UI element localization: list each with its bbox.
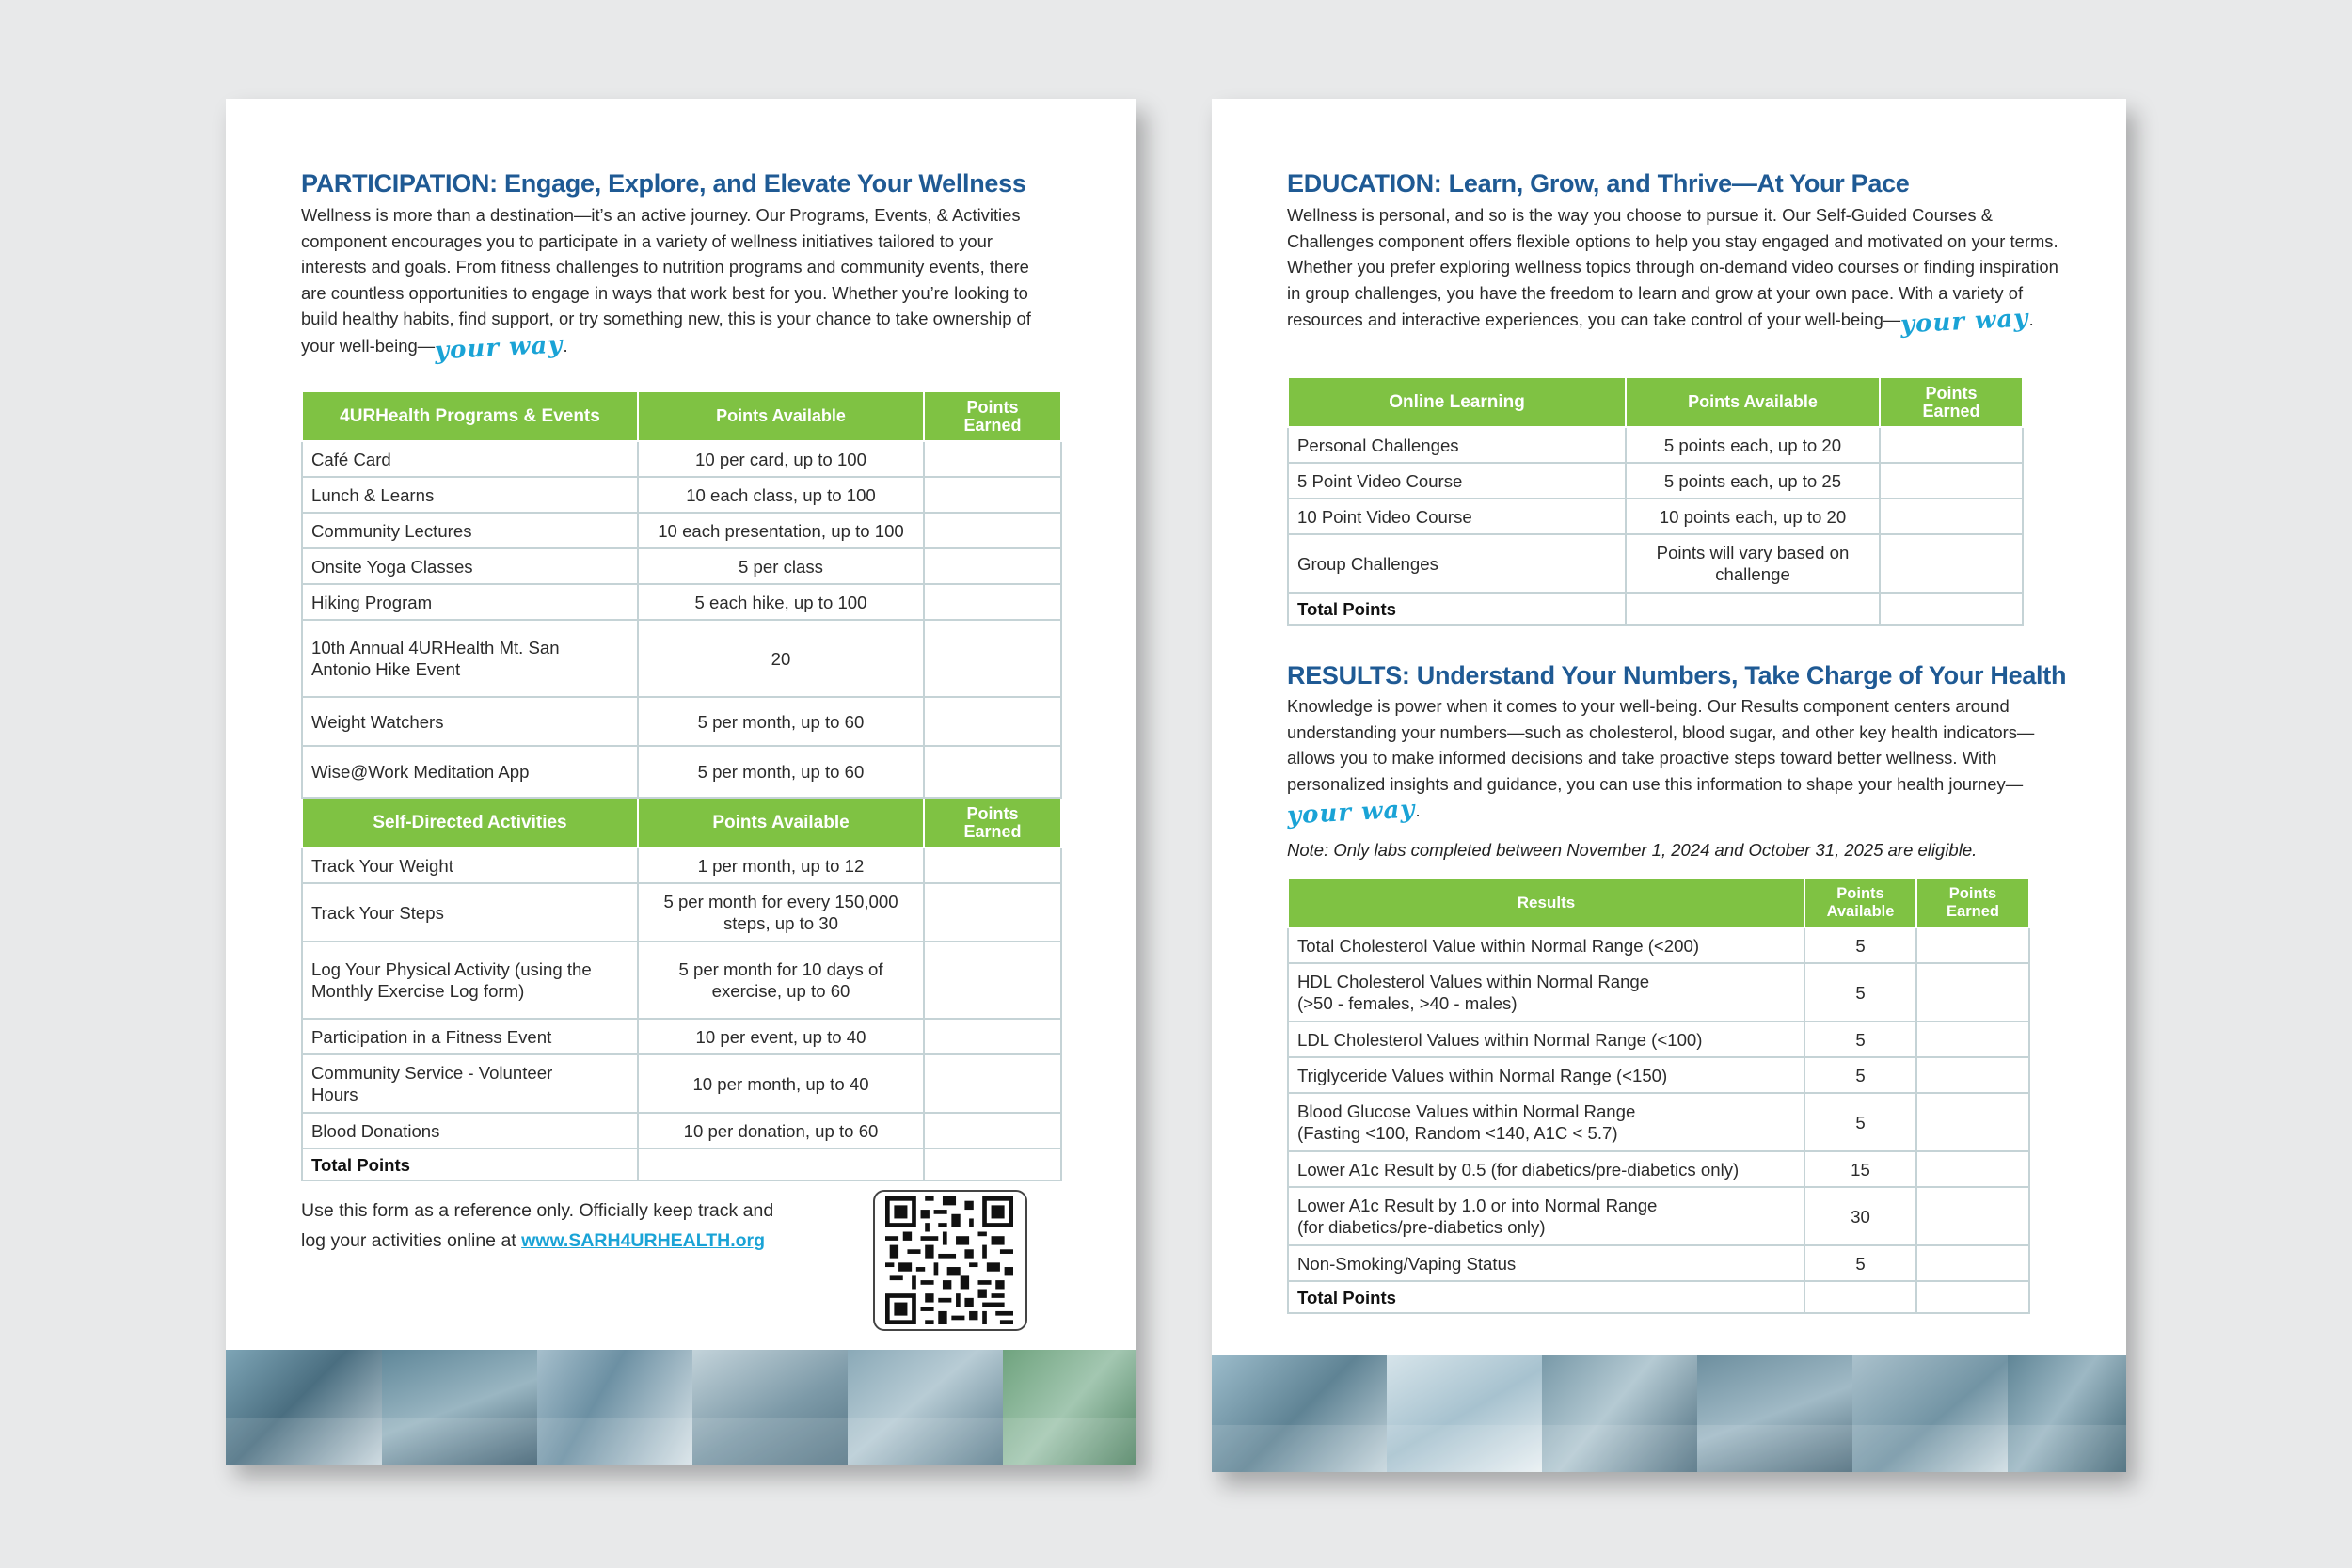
photo-vaccination [537,1350,692,1465]
website-link[interactable]: www.SARH4URHEALTH.org [521,1230,766,1251]
col-header-points-earned: Points Earned [924,391,1061,441]
col-header-results: Results [1288,879,1804,927]
table-row [302,548,1061,584]
total-available-cell [638,1148,924,1180]
points-cell: 5 [1804,963,1916,1022]
results-eligibility-note: Note: Only labs completed between November 1, 2024 and October 31, 2025 are eligible. [1287,840,1978,860]
points-cell: 10 each class, up to 100 [638,477,924,513]
total-row [1288,593,2023,625]
education-intro: Wellness is personal, and so is the way you choose to pursue it. Our Self-Guided Courses & Challenges component offers flexible options to help you stay engaged and motivated on your terms. Whether you prefer exploring wellness topics through on-demand video courses or finding inspiration in group challenges, you have the freedom to learn and grow at your own pace. With a variety of resources and interactive experiences, you can take control of your well-being—your way. [1287,205,2058,340]
points-cell: 20 [638,620,924,697]
photo-sunlight-stretch [1387,1355,1542,1472]
table-row [302,584,1061,620]
photo-gym-treadmill [382,1350,537,1465]
table-row [302,746,1061,798]
total-earned-cell[interactable] [924,1148,1061,1180]
activity-cell: Total Cholesterol Value within Normal Range (<200) [1288,927,1804,963]
earned-cell[interactable] [1916,1022,2029,1057]
earned-cell[interactable] [924,1113,1061,1148]
col-header-programs: 4URHealth Programs & Events [302,391,638,441]
col-header-points-available: Points Available [1804,879,1916,927]
table-row [1288,1151,2029,1187]
table-row [1288,963,2029,1022]
activity-cell: Personal Challenges [1288,427,1626,463]
points-cell: 15 [1804,1151,1916,1187]
earned-cell[interactable] [1916,1151,2029,1187]
table-row [302,697,1061,746]
table-row [302,620,1061,697]
total-available-cell [1804,1281,1916,1313]
col-header-online-learning: Online Learning [1288,377,1626,427]
your-way-script: your way [434,329,564,366]
table-row [1288,927,2029,963]
total-label: Total Points [1288,593,1626,625]
activity-cell: Weight Watchers [302,697,638,746]
earned-cell[interactable] [924,1054,1061,1113]
results-table [1287,878,2030,1314]
points-cell: 1 per month, up to 12 [638,847,924,883]
table-row [1288,1093,2029,1151]
total-available-cell [1626,593,1880,625]
activity-cell: Track Your Steps [302,883,638,942]
activity-cell: 10th Annual 4URHealth Mt. San Antonio Hike Event [302,620,638,697]
points-cell: 5 [1804,1093,1916,1151]
points-cell: 5 points each, up to 20 [1626,427,1880,463]
points-cell: 5 [1804,1022,1916,1057]
reference-note: Use this form as a reference only. Officially keep track and log your activities online at www.SARH4URHEALTH.org [301,1200,774,1251]
activity-cell: Blood Donations [302,1113,638,1148]
points-cell: 5 [1804,1057,1916,1093]
points-cell: 5 per month for every 150,000 steps, up to 30 [638,883,924,942]
earned-cell[interactable] [924,620,1061,697]
points-cell: 5 each hike, up to 100 [638,584,924,620]
points-cell: 5 [1804,1245,1916,1281]
total-earned-cell[interactable] [1880,593,2023,625]
points-cell: 5 per month, up to 60 [638,746,924,798]
activity-cell: Group Challenges [1288,534,1626,593]
activity-cell: Non-Smoking/Vaping Status [1288,1245,1804,1281]
qr-code-icon[interactable] [873,1190,1027,1331]
table-row [302,883,1061,942]
points-cell: 10 per event, up to 40 [638,1019,924,1054]
table-row [302,1019,1061,1054]
online-learning-table [1287,376,2024,626]
col-header-points-earned: Points Earned [1916,879,2029,927]
activity-cell: Café Card [302,441,638,477]
education-heading: EDUCATION: Learn, Grow, and Thrive—At Your Pace [1287,169,1910,198]
programs-events-table [301,390,1062,1181]
points-cell: 10 per card, up to 100 [638,441,924,477]
table-header-row [1288,377,2023,427]
earned-cell[interactable] [1880,499,2023,534]
activity-cell: HDL Cholesterol Values within Normal Range (>50 - females, >40 - males) [1288,963,1804,1022]
photo-cooking [692,1350,848,1465]
photo-studying [1542,1355,1697,1472]
total-row [1288,1281,2029,1313]
earned-cell[interactable] [1880,463,2023,499]
activity-cell: Lower A1c Result by 1.0 or into Normal Range (for diabetics/pre-diabetics only) [1288,1187,1804,1245]
photo-strip [1212,1355,2126,1472]
activity-cell: LDL Cholesterol Values within Normal Range (<100) [1288,1022,1804,1057]
table-row [1288,499,2023,534]
education-results-page [1212,99,2126,1472]
col-header-self-directed: Self-Directed Activities [302,798,638,847]
points-cell: 10 each presentation, up to 100 [638,513,924,548]
activity-cell: Log Your Physical Activity (using the Monthly Exercise Log form) [302,942,638,1019]
earned-cell[interactable] [924,584,1061,620]
table-row [302,1113,1061,1148]
earned-cell[interactable] [924,847,1061,883]
earned-cell[interactable] [924,883,1061,942]
points-cell: 5 per month for 10 days of exercise, up to 60 [638,942,924,1019]
photo-family [848,1350,1003,1465]
points-cell: 5 points each, up to 25 [1626,463,1880,499]
earned-cell[interactable] [924,1019,1061,1054]
earned-cell[interactable] [1916,1187,2029,1245]
col-header-points-earned: Points Earned [924,798,1061,847]
total-label: Total Points [302,1148,638,1180]
activity-cell: Triglyceride Values within Normal Range (<150) [1288,1057,1804,1093]
points-cell: 10 per month, up to 40 [638,1054,924,1113]
photo-group-walk [1697,1355,1852,1472]
activity-cell: Wise@Work Meditation App [302,746,638,798]
your-way-script: your way [1899,304,2030,340]
points-cell: 30 [1804,1187,1916,1245]
photo-counseling [1212,1355,1387,1472]
col-header-points-available: Points Available [1626,377,1880,427]
table-row [1288,1057,2029,1093]
table-row [1288,1187,2029,1245]
results-heading: RESULTS: Understand Your Numbers, Take Charge of Your Health [1287,661,2067,689]
qr-code-graphic [883,1196,1015,1324]
activity-cell: Blood Glucose Values within Normal Range (Fasting <100, Random <140, A1C < 5.7) [1288,1093,1804,1151]
points-cell: 10 points each, up to 20 [1626,499,1880,534]
activity-cell: Lunch & Learns [302,477,638,513]
col-header-points-earned: Points Earned [1880,377,2023,427]
earned-cell[interactable] [1916,1093,2029,1151]
earned-cell[interactable] [924,477,1061,513]
points-cell: Points will vary based on challenge [1626,534,1880,593]
photo-eating-salad [2008,1355,2126,1472]
total-earned-cell[interactable] [1916,1281,2029,1313]
earned-cell[interactable] [924,697,1061,746]
total-row [302,1148,1061,1180]
table-row [302,477,1061,513]
col-header-points-available: Points Available [638,798,924,847]
activity-cell: Track Your Weight [302,847,638,883]
earned-cell[interactable] [924,942,1061,1019]
activity-cell: Hiking Program [302,584,638,620]
participation-heading: PARTICIPATION: Engage, Explore, and Elevate Your Wellness [301,169,1026,198]
table-row [1288,1022,2029,1057]
photo-outdoor-smile [1003,1350,1136,1465]
your-way-script: your way [1286,795,1417,831]
col-header-points-available: Points Available [638,391,924,441]
points-cell: 10 per donation, up to 60 [638,1113,924,1148]
table-row [302,847,1061,883]
table-header-row [302,391,1061,441]
earned-cell[interactable] [924,746,1061,798]
activity-cell: 5 Point Video Course [1288,463,1626,499]
earned-cell[interactable] [924,441,1061,477]
activity-cell: Community Lectures [302,513,638,548]
table-row [302,942,1061,1019]
table-row [1288,463,2023,499]
photo-strip [226,1350,1136,1465]
activity-cell: 10 Point Video Course [1288,499,1626,534]
table-row [302,513,1061,548]
participation-intro: Wellness is more than a destination—it’s an active journey. Our Programs, Events, & Activities component encourages you to participate in a variety of wellness initiatives tailored to your interests and goals. From fitness challenges to nutrition programs and community events, there are countless opportunities to engage in ways that work best for you. Whether you’re looking to build healthy habits, find support, or try something new, this is your chance to take ownership of your well-being—your way. [301,205,1031,366]
earned-cell[interactable] [1916,927,2029,963]
activity-cell: Participation in a Fitness Event [302,1019,638,1054]
activity-cell: Community Service - Volunteer Hours [302,1054,638,1113]
earned-cell[interactable] [1916,963,2029,1022]
table-row [1288,1245,2029,1281]
photo-woman-laptop [226,1350,382,1465]
earned-cell[interactable] [1916,1245,2029,1281]
activity-cell: Onsite Yoga Classes [302,548,638,584]
table-header-row [302,798,1061,847]
participation-page [226,99,1136,1465]
earned-cell[interactable] [1880,534,2023,593]
table-row [302,1054,1061,1113]
photo-portrait [1852,1355,2008,1472]
results-intro: Knowledge is power when it comes to your well-being. Our Results component centers around understanding your numbers—such as cholesterol, blood sugar, and other key health indicators—allows you to make informed decisions and take proactive steps toward better wellness. With personalized insights and guidance, you can use this information to shape your health journey—your way. [1286,696,2035,831]
points-cell: 5 per class [638,548,924,584]
points-cell: 5 per month, up to 60 [638,697,924,746]
table-row [1288,427,2023,463]
table-row [302,441,1061,477]
total-label: Total Points [1288,1281,1804,1313]
earned-cell[interactable] [924,513,1061,548]
earned-cell[interactable] [1916,1057,2029,1093]
table-header-row [1288,879,2029,927]
activity-cell: Lower A1c Result by 0.5 (for diabetics/pre-diabetics only) [1288,1151,1804,1187]
earned-cell[interactable] [924,548,1061,584]
table-row [1288,534,2023,593]
points-cell: 5 [1804,927,1916,963]
earned-cell[interactable] [1880,427,2023,463]
